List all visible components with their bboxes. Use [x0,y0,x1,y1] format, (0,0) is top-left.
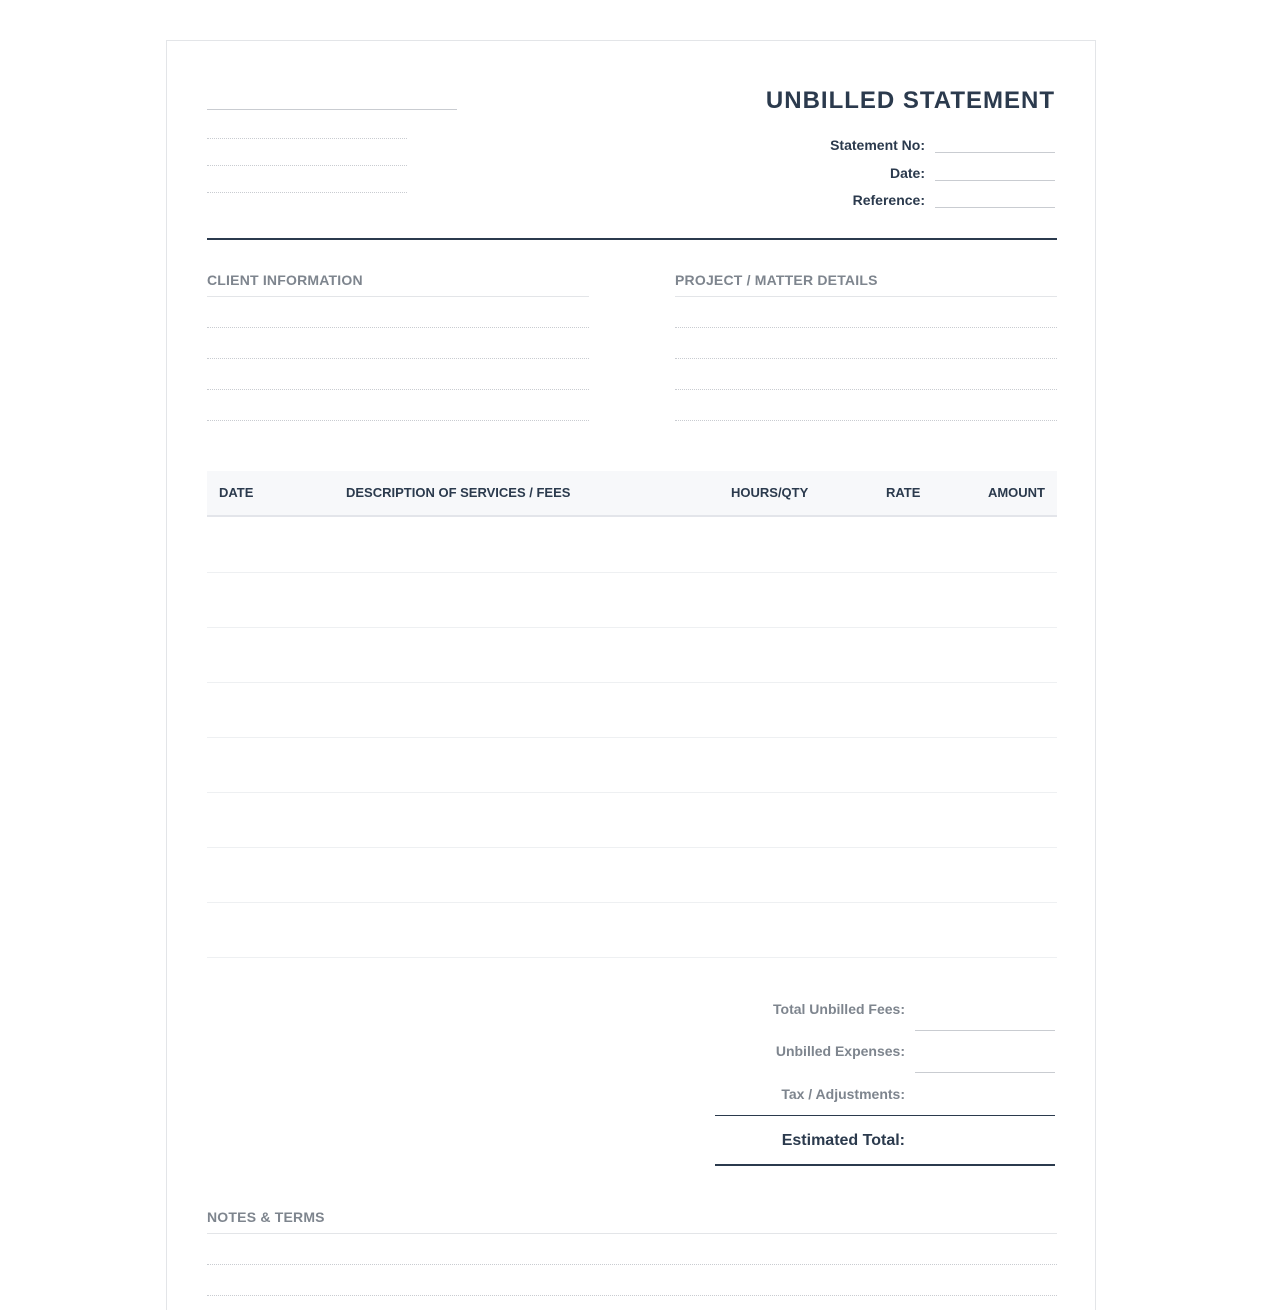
company-address-line[interactable] [207,165,407,166]
tax-adjustments-rule [715,1115,1055,1116]
header-divider [207,238,1057,240]
notes-line[interactable] [207,1264,1057,1265]
table-row[interactable] [207,847,1057,848]
column-header-hours-qty: HOURS/QTY [731,485,809,500]
date-field[interactable] [935,180,1055,181]
table-row[interactable] [207,682,1057,683]
project-section-rule [675,296,1057,297]
project-detail-line[interactable] [675,327,1057,328]
reference-field[interactable] [935,207,1055,208]
table-row[interactable] [207,902,1057,903]
column-header-date: DATE [219,485,254,500]
company-name-line[interactable] [207,109,457,110]
table-row[interactable] [207,957,1057,958]
company-address-line[interactable] [207,138,407,139]
unbilled-expenses-label: Unbilled Expenses: [775,1043,905,1059]
unbilled-expenses-field[interactable] [915,1072,1055,1073]
project-details-title: PROJECT / MATTER DETAILS [675,272,878,288]
estimated-total-rule [715,1164,1055,1166]
statement-no-field[interactable] [935,152,1055,153]
services-table-header [207,471,1057,517]
statement-page [166,40,1096,1310]
project-detail-line[interactable] [675,389,1057,390]
notes-rule [207,1233,1057,1234]
date-label: Date: [889,165,925,181]
statement-no-label: Statement No: [830,137,925,153]
column-header-description: DESCRIPTION OF SERVICES / FEES [346,485,571,500]
project-detail-line[interactable] [675,420,1057,421]
client-info-line[interactable] [207,389,589,390]
tax-adjustments-label: Tax / Adjustments: [781,1086,905,1102]
table-row[interactable] [207,737,1057,738]
client-information-title: CLIENT INFORMATION [207,272,363,288]
client-section-rule [207,296,589,297]
client-info-line[interactable] [207,420,589,421]
project-detail-line[interactable] [675,358,1057,359]
table-row[interactable] [207,627,1057,628]
client-info-line[interactable] [207,358,589,359]
table-row[interactable] [207,572,1057,573]
reference-label: Reference: [852,192,925,208]
client-info-line[interactable] [207,327,589,328]
document-title: UNBILLED STATEMENT [765,87,1055,114]
estimated-total-label: Estimated Total: [781,1132,905,1149]
table-row[interactable] [207,792,1057,793]
column-header-rate: RATE [886,485,921,500]
column-header-amount: AMOUNT [987,485,1045,500]
notes-terms-title: NOTES & TERMS [207,1209,325,1225]
company-address-line[interactable] [207,192,407,193]
total-fees-label: Total Unbilled Fees: [773,1001,905,1017]
total-fees-field[interactable] [915,1030,1055,1031]
